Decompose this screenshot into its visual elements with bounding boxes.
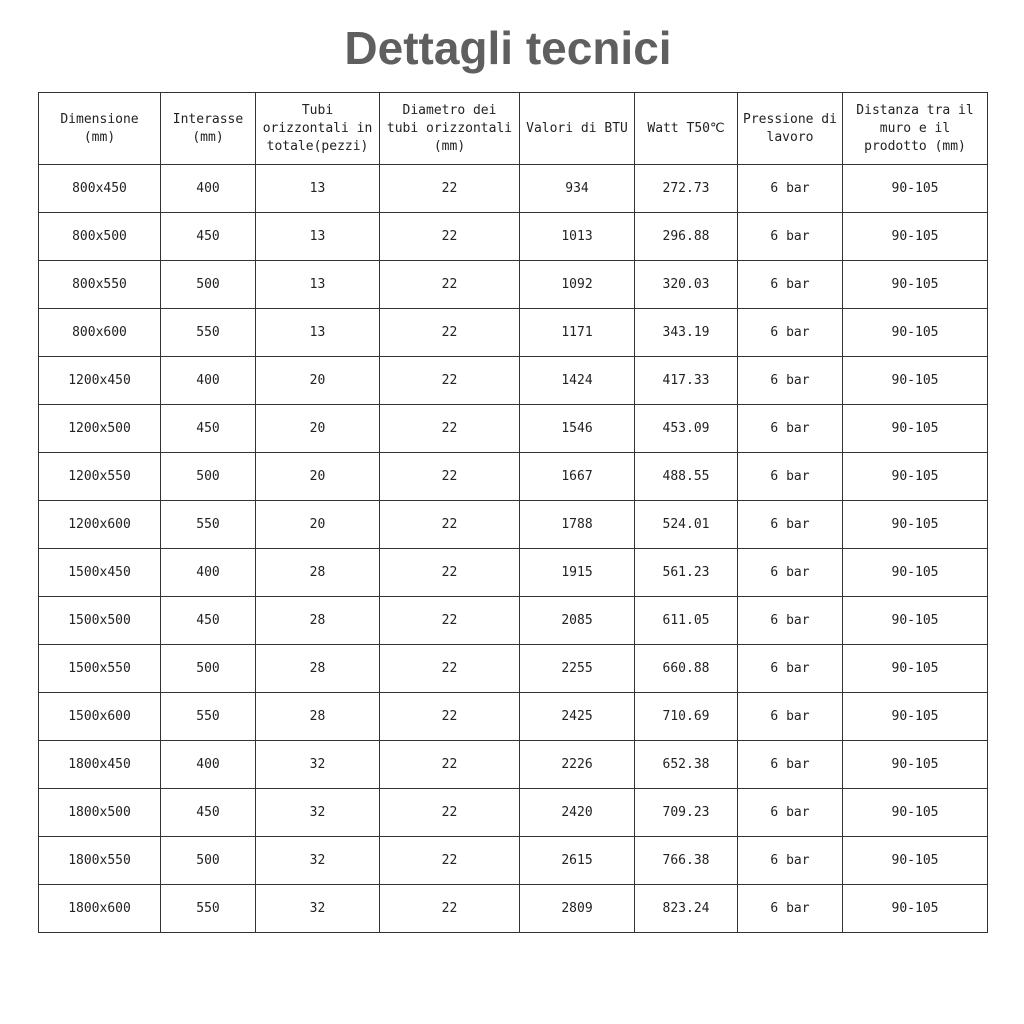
- cell-diametro: 22: [380, 837, 520, 885]
- cell-diametro: 22: [380, 165, 520, 213]
- cell-pressione: 6 bar: [738, 741, 843, 789]
- cell-watt: 652.38: [635, 741, 738, 789]
- cell-diametro: 22: [380, 501, 520, 549]
- table-row: [39, 597, 988, 645]
- table-row: [39, 261, 988, 309]
- table-row: [39, 453, 988, 501]
- cell-interasse: 450: [161, 213, 256, 261]
- cell-distanza: 90-105: [843, 645, 988, 693]
- table-row: [39, 213, 988, 261]
- cell-distanza: 90-105: [843, 165, 988, 213]
- cell-dimensione: 1800x450: [39, 741, 161, 789]
- table-row: [39, 501, 988, 549]
- cell-btu: 2085: [520, 597, 635, 645]
- cell-tubi: 13: [256, 213, 380, 261]
- cell-interasse: 400: [161, 741, 256, 789]
- cell-watt: 660.88: [635, 645, 738, 693]
- cell-tubi: 28: [256, 693, 380, 741]
- cell-pressione: 6 bar: [738, 645, 843, 693]
- cell-distanza: 90-105: [843, 453, 988, 501]
- cell-watt: 320.03: [635, 261, 738, 309]
- cell-tubi: 32: [256, 837, 380, 885]
- cell-interasse: 450: [161, 789, 256, 837]
- cell-interasse: 500: [161, 261, 256, 309]
- cell-dimensione: 1800x600: [39, 885, 161, 933]
- cell-distanza: 90-105: [843, 789, 988, 837]
- cell-btu: 2255: [520, 645, 635, 693]
- cell-watt: 343.19: [635, 309, 738, 357]
- cell-btu: 2425: [520, 693, 635, 741]
- cell-distanza: 90-105: [843, 261, 988, 309]
- cell-distanza: 90-105: [843, 549, 988, 597]
- cell-pressione: 6 bar: [738, 837, 843, 885]
- cell-btu: 1667: [520, 453, 635, 501]
- table-row: [39, 549, 988, 597]
- cell-watt: 611.05: [635, 597, 738, 645]
- cell-diametro: 22: [380, 549, 520, 597]
- cell-pressione: 6 bar: [738, 693, 843, 741]
- cell-btu: 2420: [520, 789, 635, 837]
- header-watt: Watt T50℃: [635, 93, 738, 165]
- cell-pressione: 6 bar: [738, 213, 843, 261]
- cell-diametro: 22: [380, 357, 520, 405]
- cell-tubi: 28: [256, 597, 380, 645]
- cell-interasse: 400: [161, 165, 256, 213]
- cell-dimensione: 1500x600: [39, 693, 161, 741]
- cell-pressione: 6 bar: [738, 885, 843, 933]
- cell-btu: 1546: [520, 405, 635, 453]
- cell-distanza: 90-105: [843, 693, 988, 741]
- cell-dimensione: 1500x500: [39, 597, 161, 645]
- table-row: [39, 789, 988, 837]
- cell-interasse: 500: [161, 645, 256, 693]
- cell-diametro: 22: [380, 885, 520, 933]
- header-diametro-tubi: Diametro dei tubi orizzontali (mm): [380, 93, 520, 165]
- page-title: Dettagli tecnici: [344, 22, 672, 74]
- table-header-row: [39, 93, 988, 165]
- cell-tubi: 20: [256, 357, 380, 405]
- header-distanza: Distanza tra il muro e il prodotto (mm): [843, 93, 988, 165]
- cell-pressione: 6 bar: [738, 405, 843, 453]
- cell-pressione: 6 bar: [738, 597, 843, 645]
- cell-pressione: 6 bar: [738, 549, 843, 597]
- table-row: [39, 693, 988, 741]
- table-row: [39, 309, 988, 357]
- cell-distanza: 90-105: [843, 213, 988, 261]
- cell-distanza: 90-105: [843, 597, 988, 645]
- table-row: [39, 885, 988, 933]
- cell-diametro: 22: [380, 405, 520, 453]
- cell-watt: 453.09: [635, 405, 738, 453]
- cell-btu: 2809: [520, 885, 635, 933]
- cell-interasse: 450: [161, 597, 256, 645]
- cell-btu: 1013: [520, 213, 635, 261]
- cell-dimensione: 800x450: [39, 165, 161, 213]
- specs-table: [38, 92, 988, 933]
- cell-interasse: 400: [161, 549, 256, 597]
- header-valori-btu: Valori di BTU: [520, 93, 635, 165]
- table-row: [39, 741, 988, 789]
- cell-pressione: 6 bar: [738, 165, 843, 213]
- cell-watt: 766.38: [635, 837, 738, 885]
- cell-tubi: 32: [256, 741, 380, 789]
- cell-distanza: 90-105: [843, 309, 988, 357]
- table-body: [39, 165, 988, 933]
- cell-distanza: 90-105: [843, 405, 988, 453]
- cell-dimensione: 1200x500: [39, 405, 161, 453]
- cell-tubi: 32: [256, 789, 380, 837]
- header-tubi-orizzontali: Tubi orizzontali in totale(pezzi): [256, 93, 380, 165]
- cell-tubi: 20: [256, 405, 380, 453]
- cell-dimensione: 1200x600: [39, 501, 161, 549]
- header-interasse: Interasse (mm): [161, 93, 256, 165]
- cell-tubi: 20: [256, 453, 380, 501]
- cell-watt: 272.73: [635, 165, 738, 213]
- cell-diametro: 22: [380, 741, 520, 789]
- cell-pressione: 6 bar: [738, 357, 843, 405]
- cell-btu: 1788: [520, 501, 635, 549]
- cell-diametro: 22: [380, 789, 520, 837]
- cell-btu: 1171: [520, 309, 635, 357]
- cell-diametro: 22: [380, 453, 520, 501]
- cell-interasse: 500: [161, 453, 256, 501]
- cell-interasse: 550: [161, 309, 256, 357]
- cell-distanza: 90-105: [843, 837, 988, 885]
- cell-pressione: 6 bar: [738, 789, 843, 837]
- cell-tubi: 13: [256, 309, 380, 357]
- cell-interasse: 550: [161, 501, 256, 549]
- cell-diametro: 22: [380, 645, 520, 693]
- cell-btu: 2226: [520, 741, 635, 789]
- table-row: [39, 645, 988, 693]
- cell-btu: 2615: [520, 837, 635, 885]
- cell-tubi: 28: [256, 549, 380, 597]
- cell-watt: 709.23: [635, 789, 738, 837]
- cell-tubi: 28: [256, 645, 380, 693]
- cell-tubi: 32: [256, 885, 380, 933]
- table-row: [39, 837, 988, 885]
- cell-dimensione: 1500x550: [39, 645, 161, 693]
- cell-pressione: 6 bar: [738, 309, 843, 357]
- cell-dimensione: 1500x450: [39, 549, 161, 597]
- cell-btu: 1915: [520, 549, 635, 597]
- header-dimensione: Dimensione (mm): [39, 93, 161, 165]
- cell-watt: 823.24: [635, 885, 738, 933]
- cell-interasse: 450: [161, 405, 256, 453]
- cell-dimensione: 800x500: [39, 213, 161, 261]
- cell-watt: 561.23: [635, 549, 738, 597]
- cell-diametro: 22: [380, 597, 520, 645]
- cell-interasse: 550: [161, 885, 256, 933]
- cell-watt: 524.01: [635, 501, 738, 549]
- cell-distanza: 90-105: [843, 357, 988, 405]
- table-row: [39, 165, 988, 213]
- cell-watt: 296.88: [635, 213, 738, 261]
- cell-tubi: 13: [256, 165, 380, 213]
- table-row: [39, 405, 988, 453]
- cell-distanza: 90-105: [843, 885, 988, 933]
- cell-interasse: 400: [161, 357, 256, 405]
- cell-btu: 1424: [520, 357, 635, 405]
- table-row: [39, 357, 988, 405]
- cell-interasse: 500: [161, 837, 256, 885]
- cell-dimensione: 1800x550: [39, 837, 161, 885]
- cell-dimensione: 1800x500: [39, 789, 161, 837]
- cell-diametro: 22: [380, 693, 520, 741]
- header-pressione: Pressione di lavoro: [738, 93, 843, 165]
- cell-tubi: 13: [256, 261, 380, 309]
- cell-pressione: 6 bar: [738, 261, 843, 309]
- cell-dimensione: 800x550: [39, 261, 161, 309]
- cell-btu: 934: [520, 165, 635, 213]
- cell-interasse: 550: [161, 693, 256, 741]
- cell-watt: 488.55: [635, 453, 738, 501]
- cell-dimensione: 1200x550: [39, 453, 161, 501]
- cell-pressione: 6 bar: [738, 501, 843, 549]
- cell-diametro: 22: [380, 309, 520, 357]
- cell-distanza: 90-105: [843, 501, 988, 549]
- cell-distanza: 90-105: [843, 741, 988, 789]
- cell-watt: 417.33: [635, 357, 738, 405]
- cell-tubi: 20: [256, 501, 380, 549]
- cell-pressione: 6 bar: [738, 453, 843, 501]
- cell-dimensione: 1200x450: [39, 357, 161, 405]
- cell-dimensione: 800x600: [39, 309, 161, 357]
- cell-diametro: 22: [380, 261, 520, 309]
- cell-btu: 1092: [520, 261, 635, 309]
- cell-diametro: 22: [380, 213, 520, 261]
- cell-watt: 710.69: [635, 693, 738, 741]
